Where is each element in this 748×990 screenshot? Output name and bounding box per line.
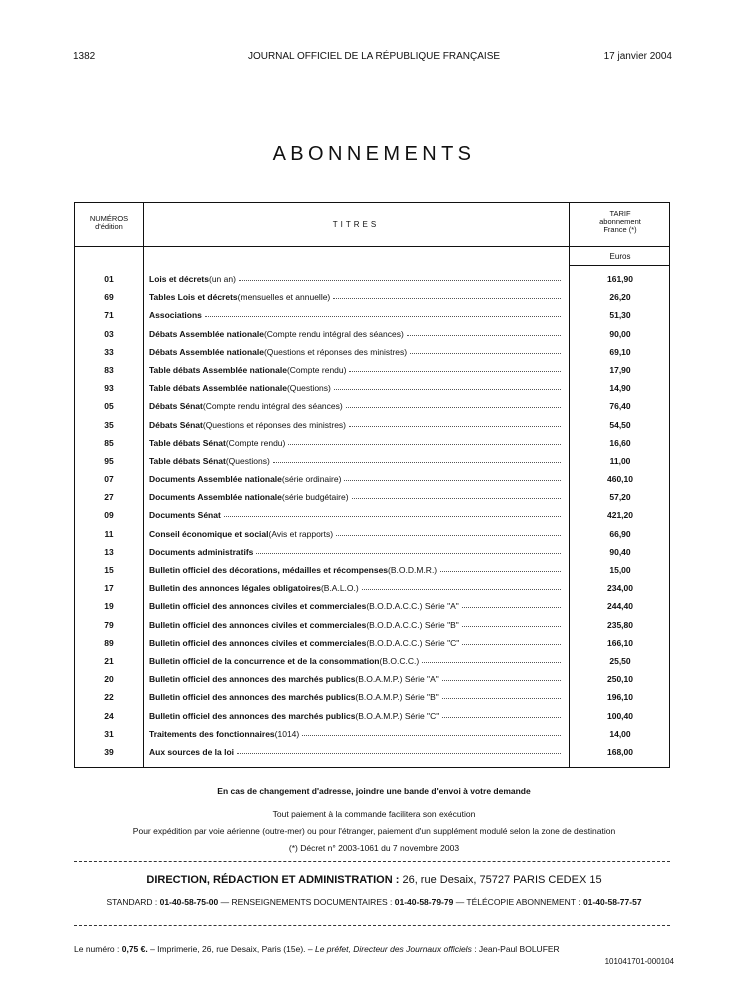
table-row bbox=[75, 688, 669, 706]
title-detail: (Avis et rapports) bbox=[268, 528, 334, 539]
edition-number: 22 bbox=[104, 692, 114, 703]
table-row bbox=[75, 652, 669, 670]
currency-divider bbox=[569, 265, 669, 266]
divider bbox=[74, 925, 670, 926]
column-header-titles: TITRES bbox=[332, 220, 380, 229]
dot-leader bbox=[462, 601, 561, 608]
edition-number: 17 bbox=[104, 583, 114, 594]
title-bold: Bulletin officiel des annonces des marchés publics bbox=[149, 692, 356, 703]
table-row bbox=[75, 725, 669, 743]
table-row bbox=[75, 416, 669, 434]
edition-title bbox=[149, 692, 563, 702]
title-detail: (B.O.A.M.P.) Série "C" bbox=[355, 710, 440, 721]
dot-leader bbox=[442, 692, 561, 699]
edition-title bbox=[149, 420, 563, 430]
price: 69,10 bbox=[609, 346, 631, 357]
title-detail: (B.O.A.M.P.) Série "B" bbox=[355, 692, 439, 703]
address-change-note: En cas de changement d'adresse, joindre une bande d'envoi à votre demande bbox=[217, 786, 531, 796]
title-detail: (mensuelles et annuelle) bbox=[237, 292, 331, 303]
edition-title bbox=[149, 401, 563, 411]
edition-title bbox=[149, 329, 563, 339]
title-bold: Table débats Sénat bbox=[149, 437, 226, 448]
price: 66,90 bbox=[609, 528, 631, 539]
edition-number: 11 bbox=[104, 528, 114, 539]
direction-street: 26, rue Desaix, 75727 PARIS CEDEX 15 bbox=[399, 874, 602, 886]
dot-leader bbox=[349, 420, 561, 427]
edition-number: 03 bbox=[104, 328, 114, 339]
dot-leader bbox=[442, 711, 561, 718]
price: 57,20 bbox=[609, 492, 631, 503]
payment-note: Tout paiement à la commande facilitera son exécution bbox=[272, 809, 476, 819]
edition-title bbox=[149, 456, 563, 466]
dot-leader bbox=[336, 529, 561, 536]
dot-leader bbox=[224, 510, 561, 517]
price: 250,10 bbox=[607, 674, 633, 685]
table-row bbox=[75, 452, 669, 470]
title-detail: (B.O.A.M.P.) Série "A" bbox=[355, 674, 439, 685]
title-bold: Traitements des fonctionnaires bbox=[149, 728, 275, 739]
table-row bbox=[75, 343, 669, 361]
table-row bbox=[75, 743, 669, 761]
edition-number: 39 bbox=[104, 746, 114, 757]
table-body bbox=[75, 270, 669, 761]
journal-name: JOURNAL OFFICIEL DE LA RÉPUBLIQUE FRANÇAISE bbox=[247, 51, 501, 62]
column-header-tarif-line3: France (*) bbox=[603, 225, 637, 234]
numero-label: Le numéro : bbox=[74, 944, 122, 954]
table-row bbox=[75, 506, 669, 524]
contact-numbers bbox=[0, 897, 748, 907]
dot-leader bbox=[440, 565, 561, 572]
table-row bbox=[75, 579, 669, 597]
dot-leader bbox=[333, 292, 561, 299]
dot-leader bbox=[237, 747, 561, 754]
edition-title bbox=[149, 274, 563, 284]
direction-label: DIRECTION, RÉDACTION ET ADMINISTRATION : bbox=[146, 874, 400, 886]
dot-leader bbox=[256, 547, 561, 554]
column-header-tarif bbox=[569, 210, 671, 234]
edition-title bbox=[149, 474, 563, 484]
price: 54,50 bbox=[609, 419, 631, 430]
title-bold: Bulletin officiel des annonces civiles et commerciales bbox=[149, 619, 367, 630]
dot-leader bbox=[462, 638, 561, 645]
info-number: 01-40-58-79-79 bbox=[394, 897, 454, 907]
title-bold: Conseil économique et social bbox=[149, 528, 269, 539]
title-detail: (B.A.L.O.) bbox=[320, 583, 359, 594]
edition-title bbox=[149, 583, 563, 593]
divider bbox=[74, 861, 670, 862]
edition-number: 15 bbox=[104, 565, 114, 575]
title-bold: Table débats Assemblée nationale bbox=[149, 364, 287, 375]
title-bold: Bulletin officiel des annonces civiles et commerciales bbox=[149, 637, 367, 648]
printer-info: – Imprimerie, 26, rue Desaix, Paris (15e). – bbox=[147, 944, 315, 954]
table-row bbox=[75, 397, 669, 415]
edition-title bbox=[149, 729, 563, 739]
dot-leader bbox=[302, 729, 561, 736]
title-detail: (un an) bbox=[209, 274, 236, 284]
table-row bbox=[75, 288, 669, 306]
subscriptions-table bbox=[74, 202, 670, 768]
page-number: 1382 bbox=[73, 51, 96, 62]
title-detail: (B.O.D.A.C.C.) Série "C" bbox=[366, 637, 460, 648]
title-bold: Documents Sénat bbox=[149, 510, 221, 521]
dot-leader bbox=[407, 329, 561, 336]
edition-title bbox=[149, 529, 563, 539]
fax-label: — TÉLÉCOPIE ABONNEMENT : bbox=[453, 897, 583, 907]
direction-address bbox=[0, 874, 748, 886]
price: 90,00 bbox=[609, 328, 631, 339]
title-detail: (B.O.D.A.C.C.) Série "B" bbox=[366, 619, 459, 630]
edition-number: 31 bbox=[104, 728, 114, 739]
table-row bbox=[75, 470, 669, 488]
dot-leader bbox=[288, 438, 561, 445]
dot-leader bbox=[362, 583, 561, 590]
edition-title bbox=[149, 310, 563, 320]
currency-label: Euros bbox=[609, 252, 631, 261]
edition-title bbox=[149, 674, 563, 684]
price: 100,40 bbox=[607, 710, 633, 721]
price: 161,90 bbox=[607, 274, 633, 284]
footer-imprint bbox=[74, 944, 674, 954]
edition-title bbox=[149, 638, 563, 648]
table-row bbox=[75, 361, 669, 379]
title-detail: (1014) bbox=[274, 728, 300, 739]
document-code: 101041701-000104 bbox=[604, 957, 674, 966]
column-header-numbers-line2: d'édition bbox=[95, 222, 123, 231]
title-bold: Bulletin officiel de la concurrence et de la consommation bbox=[149, 655, 380, 666]
edition-number: 93 bbox=[104, 383, 114, 394]
table-row bbox=[75, 434, 669, 452]
price: 196,10 bbox=[607, 692, 633, 703]
title-detail: (Questions) bbox=[286, 383, 331, 394]
edition-title bbox=[149, 656, 563, 666]
edition-number: 69 bbox=[104, 292, 114, 303]
title-bold: Bulletin des annonces légales obligatoires bbox=[149, 583, 321, 594]
numero-price: 0,75 €. bbox=[121, 944, 148, 954]
table-row bbox=[75, 707, 669, 725]
price: 76,40 bbox=[609, 401, 631, 412]
title-bold: Lois et décrets bbox=[149, 274, 209, 284]
title-bold: Bulletin officiel des annonces civiles et commerciales bbox=[149, 601, 367, 612]
edition-number: 05 bbox=[104, 401, 114, 412]
table-row bbox=[75, 270, 669, 288]
edition-number: 13 bbox=[104, 546, 114, 557]
title-bold: Débats Sénat bbox=[149, 401, 203, 412]
dot-leader bbox=[349, 365, 561, 372]
air-mail-note: Pour expédition par voie aérienne (outre-mer) ou pour l'étranger, paiement d'un supplément modulé selon la zone de destination bbox=[132, 826, 616, 836]
title-detail: (Questions et réponses des ministres) bbox=[202, 419, 347, 430]
title-detail: (Questions et réponses des ministres) bbox=[263, 346, 408, 357]
title-bold: Bulletin officiel des annonces des marchés publics bbox=[149, 710, 356, 721]
price: 51,30 bbox=[609, 310, 631, 321]
title-detail: (Compte rendu intégral des séances) bbox=[263, 328, 404, 339]
table-row bbox=[75, 597, 669, 615]
price: 460,10 bbox=[607, 474, 633, 485]
edition-title bbox=[149, 365, 563, 375]
header-divider bbox=[75, 246, 669, 247]
price: 15,00 bbox=[609, 565, 631, 575]
price: 14,00 bbox=[609, 728, 631, 739]
edition-number: 33 bbox=[104, 346, 114, 357]
decree-note: (*) Décret n° 2003-1061 du 7 novembre 2003 bbox=[288, 843, 460, 853]
standard-label: STANDARD : bbox=[106, 897, 160, 907]
edition-number: 01 bbox=[104, 274, 114, 284]
price: 235,80 bbox=[607, 619, 633, 630]
table-row bbox=[75, 670, 669, 688]
price: 26,20 bbox=[609, 292, 631, 303]
dot-leader bbox=[273, 456, 561, 463]
title-bold: Débats Assemblée nationale bbox=[149, 328, 264, 339]
edition-title bbox=[149, 292, 563, 302]
edition-number: 24 bbox=[104, 710, 114, 721]
table-row bbox=[75, 561, 669, 579]
price: 14,90 bbox=[609, 383, 631, 394]
table-row bbox=[75, 543, 669, 561]
edition-number: 83 bbox=[104, 364, 114, 375]
price: 16,60 bbox=[609, 437, 631, 448]
price: 234,00 bbox=[607, 583, 633, 594]
edition-title bbox=[149, 347, 563, 357]
edition-number: 85 bbox=[104, 437, 114, 448]
edition-number: 71 bbox=[104, 310, 114, 321]
page-title: ABONNEMENTS bbox=[272, 143, 476, 165]
title-detail: (B.O.D.A.C.C.) Série "A" bbox=[366, 601, 459, 612]
title-detail: (B.O.C.C.) bbox=[379, 655, 420, 666]
title-bold: Associations bbox=[149, 310, 202, 321]
info-label: — RENSEIGNEMENTS DOCUMENTAIRES : bbox=[218, 897, 395, 907]
title-bold: Documents administratifs bbox=[149, 546, 254, 557]
edition-number: 09 bbox=[104, 510, 114, 521]
edition-number: 79 bbox=[104, 619, 114, 630]
table-row bbox=[75, 306, 669, 324]
title-bold: Documents Assemblée nationale bbox=[149, 492, 282, 503]
title-detail: (B.O.D.M.R.) bbox=[388, 565, 438, 575]
table-row bbox=[75, 325, 669, 343]
table-row bbox=[75, 634, 669, 652]
price: 166,10 bbox=[607, 637, 633, 648]
edition-number: 19 bbox=[104, 601, 114, 612]
edition-title bbox=[149, 510, 563, 520]
dot-leader bbox=[334, 383, 561, 390]
edition-number: 89 bbox=[104, 637, 114, 648]
edition-number: 21 bbox=[104, 655, 114, 666]
title-detail: (série budgétaire) bbox=[281, 492, 349, 503]
edition-title bbox=[149, 438, 563, 448]
title-detail: (Compte rendu) bbox=[225, 437, 286, 448]
price: 421,20 bbox=[607, 510, 633, 521]
edition-number: 20 bbox=[104, 674, 114, 685]
title-bold: Débats Sénat bbox=[149, 419, 203, 430]
dot-leader bbox=[239, 274, 561, 281]
edition-title bbox=[149, 747, 563, 757]
edition-title bbox=[149, 547, 563, 557]
dot-leader bbox=[462, 620, 561, 627]
title-bold: Table débats Assemblée nationale bbox=[149, 383, 287, 394]
edition-number: 35 bbox=[104, 419, 114, 430]
edition-title bbox=[149, 711, 563, 721]
column-header-tarif-line1: TARIF bbox=[609, 209, 631, 218]
issue-date: 17 janvier 2004 bbox=[603, 51, 672, 62]
table-row bbox=[75, 525, 669, 543]
table-row bbox=[75, 488, 669, 506]
prefet-title: Le préfet, Directeur des Journaux officiels bbox=[314, 944, 472, 954]
price: 90,40 bbox=[609, 546, 631, 557]
edition-title bbox=[149, 620, 563, 630]
fax-number: 01-40-58-77-57 bbox=[582, 897, 642, 907]
title-bold: Bulletin officiel des décorations, médailles et récompenses bbox=[149, 565, 389, 575]
edition-number: 07 bbox=[104, 474, 114, 485]
director-name: : Jean-Paul BOLUFER bbox=[471, 944, 560, 954]
price: 168,00 bbox=[607, 746, 633, 757]
dot-leader bbox=[352, 492, 561, 499]
edition-title bbox=[149, 383, 563, 393]
dot-leader bbox=[346, 401, 561, 408]
dot-leader bbox=[442, 674, 561, 681]
title-bold: Tables Lois et décrets bbox=[149, 292, 238, 303]
title-detail: (Compte rendu) bbox=[286, 364, 347, 375]
dot-leader bbox=[205, 310, 561, 317]
edition-title bbox=[149, 565, 563, 575]
title-bold: Table débats Sénat bbox=[149, 455, 226, 466]
edition-title bbox=[149, 601, 563, 611]
column-header-numbers-line1: NUMÉROS bbox=[89, 214, 129, 223]
title-detail: (série ordinaire) bbox=[281, 474, 342, 485]
title-detail: (Compte rendu intégral des séances) bbox=[202, 401, 343, 412]
title-bold: Bulletin officiel des annonces des marchés publics bbox=[149, 674, 356, 685]
title-bold: Débats Assemblée nationale bbox=[149, 346, 264, 357]
edition-number: 27 bbox=[104, 492, 114, 503]
title-bold: Aux sources de la loi bbox=[149, 746, 235, 757]
table-row bbox=[75, 616, 669, 634]
title-detail: (Questions) bbox=[225, 455, 270, 466]
dot-leader bbox=[410, 347, 561, 354]
dot-leader bbox=[422, 656, 561, 663]
edition-number: 95 bbox=[104, 455, 114, 466]
edition-title bbox=[149, 492, 563, 502]
price: 17,90 bbox=[609, 364, 631, 375]
title-bold: Documents Assemblée nationale bbox=[149, 474, 282, 485]
table-row bbox=[75, 379, 669, 397]
column-header-tarif-line2: abonnement bbox=[599, 217, 641, 226]
price: 25,50 bbox=[609, 655, 631, 666]
price: 244,40 bbox=[607, 601, 633, 612]
price: 11,00 bbox=[609, 455, 631, 466]
standard-number: 01-40-58-75-00 bbox=[159, 897, 219, 907]
dot-leader bbox=[344, 474, 561, 481]
column-header-numbers bbox=[75, 215, 143, 231]
